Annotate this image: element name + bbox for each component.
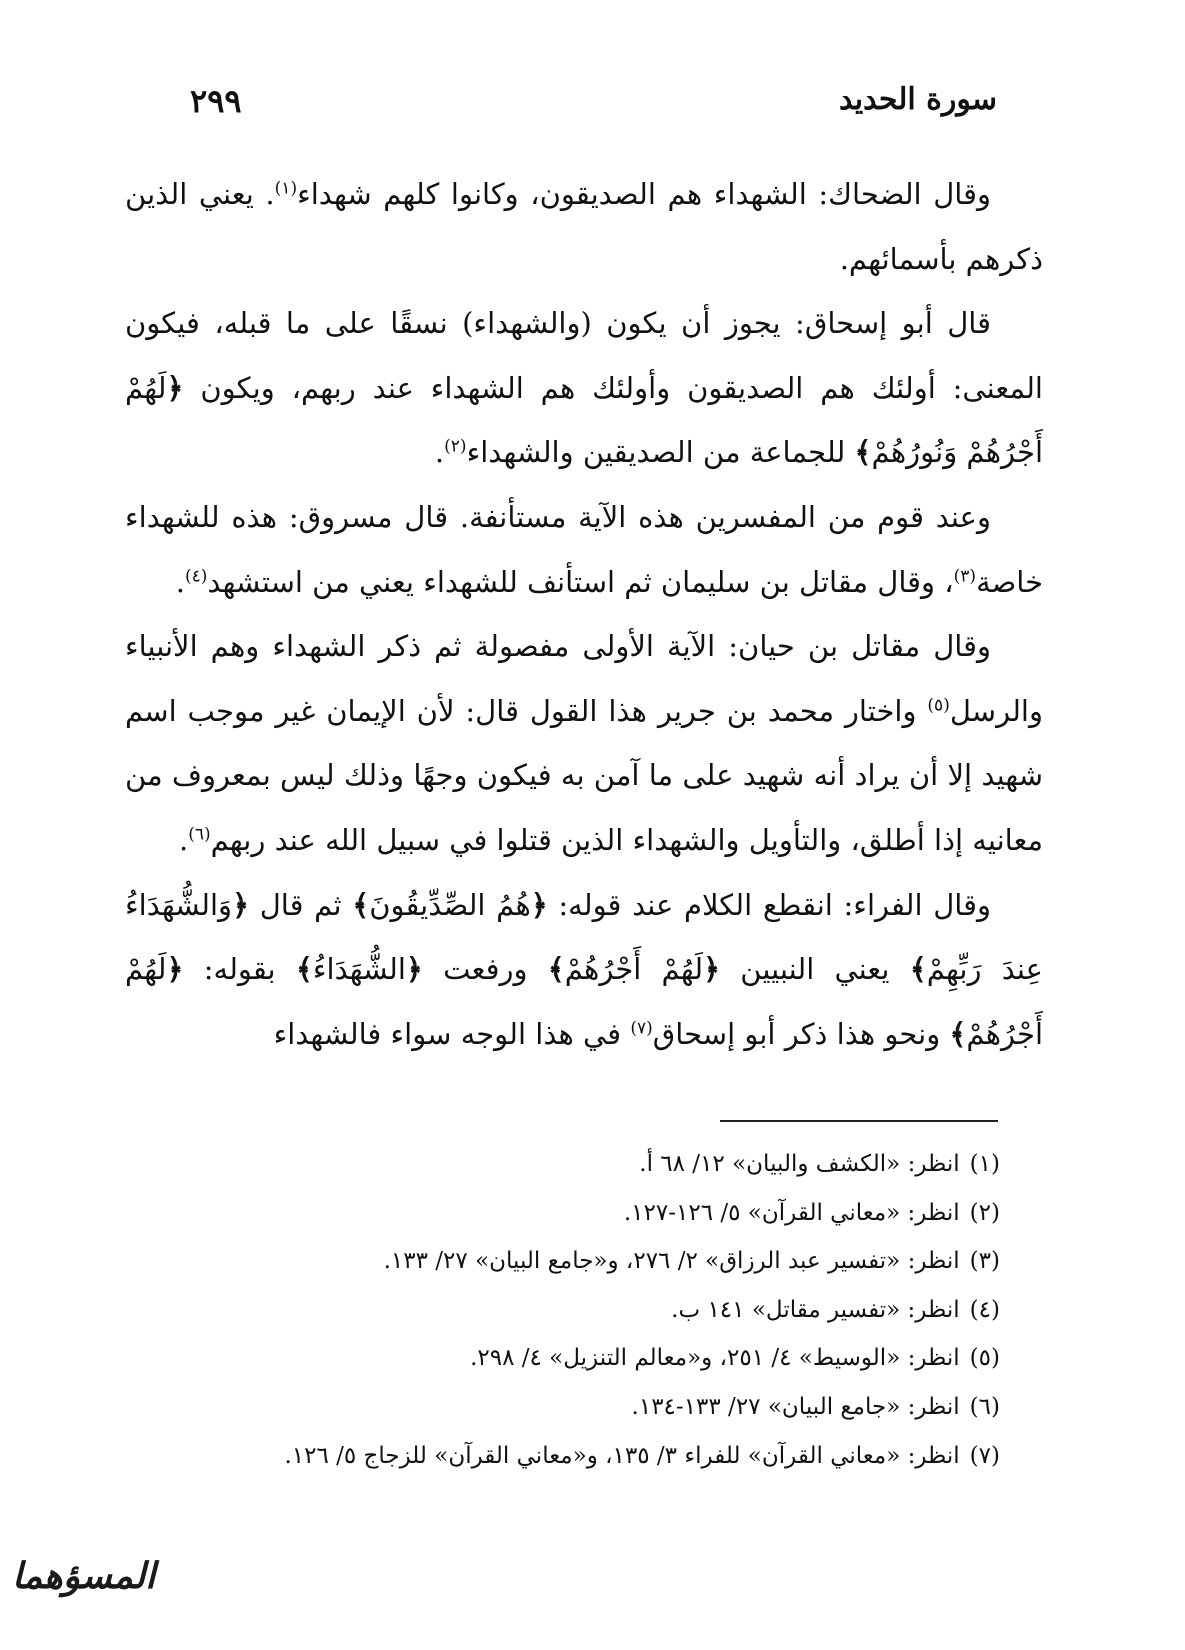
stamp-logo-text: المسؤهما (12, 1555, 156, 1597)
quran-bracket-close: ﴾ (352, 887, 370, 922)
footnote-item (150, 1432, 1000, 1481)
main-text (125, 162, 1043, 1066)
footnote-item (150, 1140, 1000, 1189)
footnote-number: (٤) (969, 1296, 1000, 1323)
quran-bracket-close: ﴾ (949, 1016, 967, 1051)
footnote-ref-2[interactable]: (٢) (444, 436, 467, 457)
surah-title: سورة الحديد (839, 82, 997, 117)
paragraph-4: وقال مقاتل بن حيان: الآية الأولى مفصولة ثم ذكر الشهداء وهم الأنبياء والرسل$^{(٥)}$ واختار محمد بن جرير هذا القول قال: لأن الإيمان غير موجب اسم شهيد إلا أن يراد أنه شهيد على ما آمن به فيكون وجهًا وذلك ليس بمعروف من معانيه إذا أطلق، والتأويل والشهداء الذين قتلوا في سبيل الله عند ربهم$^{(٦)}$. (125, 629, 1043, 857)
footnote-number: (٦) (969, 1393, 1000, 1420)
quran-quote: الشُّهَدَاءُ (312, 952, 406, 987)
quran-quote: لَهُمْ أَجْرُهُمْ وَنُورُهُمْ (125, 370, 1043, 470)
library-stamp-logo (12, 1555, 156, 1625)
footnote-item (150, 1334, 1000, 1383)
footnote-ref-5[interactable]: (٥) (927, 695, 950, 716)
footnote-separator (720, 1120, 998, 1122)
quran-bracket-open: ﴿ (232, 887, 250, 922)
footnote-ref-3[interactable]: (٣) (953, 565, 977, 586)
quran-quote: وَالشُّهَدَاءُ عِندَ رَبِّهِمْ (125, 887, 1043, 987)
footnote-number: (٣) (969, 1248, 1000, 1275)
footnote-text: انظر: «تفسير مقاتل» ١٤١ ب. (671, 1296, 960, 1323)
paragraph-1: وقال الضحاك: الشهداء هم الصديقون، وكانوا كلهم شهداء$^{(١)}$. يعني الذين ذكرهم بأسمائهم. (125, 177, 1043, 276)
footnote-item (150, 1237, 1000, 1286)
footnote-text: انظر: «تفسير عبد الرزاق» ٢/ ٢٧٦، و«جامع البيان» ٢٧/ ١٣٣. (383, 1248, 960, 1275)
paragraph-2: قال أبو إسحاق: يجوز أن يكون (والشهداء) نسقًا على ما قبله، فيكون المعنى: أولئك هم الصديقون وأولئك هم الشهداء عند ربهم، ويكون ﴿لَهُمْ أَجْرُهُمْ وَنُورُهُمْ﴾ للجماعة من الصديقين والشهداء$^{(٢)}$. (125, 306, 1043, 470)
quran-quote: لَهُمْ أَجْرُهُمْ (564, 952, 704, 987)
quran-bracket-open: ﴿ (405, 952, 423, 987)
footnote-ref-7[interactable]: (٧) (630, 1018, 653, 1039)
footnote-item (150, 1189, 1000, 1238)
footnote-ref-1[interactable]: (١) (274, 178, 298, 199)
footnote-number: (١) (969, 1151, 1000, 1177)
footnotes (150, 1140, 1000, 1480)
footnote-text: انظر: «جامع البيان» ٢٧/ ١٣٣-١٣٤. (631, 1393, 960, 1420)
footnote-text: انظر: «معاني القرآن» ٥/ ١٢٦-١٢٧. (623, 1199, 960, 1226)
quran-quote: هُمُ الصِّدِّيقُونَ (369, 887, 531, 922)
quran-quote: لَهُمْ أَجْرُهُمْ (125, 952, 1043, 1051)
quran-bracket-close: ﴾ (854, 435, 872, 470)
footnote-text: انظر: «الوسيط» ٤/ ٢٥١، و«معالم التنزيل» ٤/ ٢٩٨. (470, 1345, 960, 1372)
page-number: ٢٩٩ (190, 82, 242, 120)
quran-bracket-open: ﴿ (703, 952, 721, 987)
quran-bracket-open: ﴿ (166, 370, 184, 405)
quran-bracket-open: ﴿ (166, 952, 184, 987)
footnote-text: انظر: «الكشف والبيان» ١٢/ ٦٨ أ. (639, 1151, 960, 1177)
footnote-item (150, 1383, 1000, 1432)
quran-bracket-open: ﴿ (530, 887, 548, 922)
footnote-text: انظر: «معاني القرآن» للفراء ٣/ ١٣٥، و«معاني القرآن» للزجاج ٥/ ١٢٦. (284, 1442, 960, 1469)
footnote-ref-4[interactable]: (٤) (184, 565, 208, 586)
footnote-number: (٥) (969, 1345, 1000, 1372)
page-header (190, 82, 997, 132)
quran-bracket-close: ﴾ (547, 952, 565, 987)
footnote-number: (٧) (969, 1442, 1000, 1469)
footnote-number: (٢) (969, 1199, 1000, 1226)
quran-bracket-close: ﴾ (909, 952, 927, 987)
paragraph-5: وقال الفراء: انقطع الكلام عند قوله: ﴿هُمُ الصِّدِّيقُونَ﴾ ثم قال ﴿وَالشُّهَدَاءُ عِندَ رَبِّهِمْ﴾ يعني النبيين ﴿لَهُمْ أَجْرُهُمْ﴾ ورفعت ﴿الشُّهَدَاءُ﴾ بقوله: ﴿لَهُمْ أَجْرُهُمْ﴾ ونحو هذا ذكر أبو إسحاق$^{(٧)}$ في هذا الوجه سواء فالشهداء (125, 887, 1043, 1051)
quran-bracket-close: ﴾ (295, 952, 313, 987)
paragraph-3: وعند قوم من المفسرين هذه الآية مستأنفة. قال مسروق: هذه للشهداء خاصة$^{(٣)}$، وقال مقاتل بن سليمان ثم استأنف للشهداء يعني من استشهد$^{(٤)}$. (125, 499, 1043, 599)
footnote-ref-6[interactable]: (٦) (188, 824, 211, 845)
footnote-item (150, 1286, 1000, 1335)
